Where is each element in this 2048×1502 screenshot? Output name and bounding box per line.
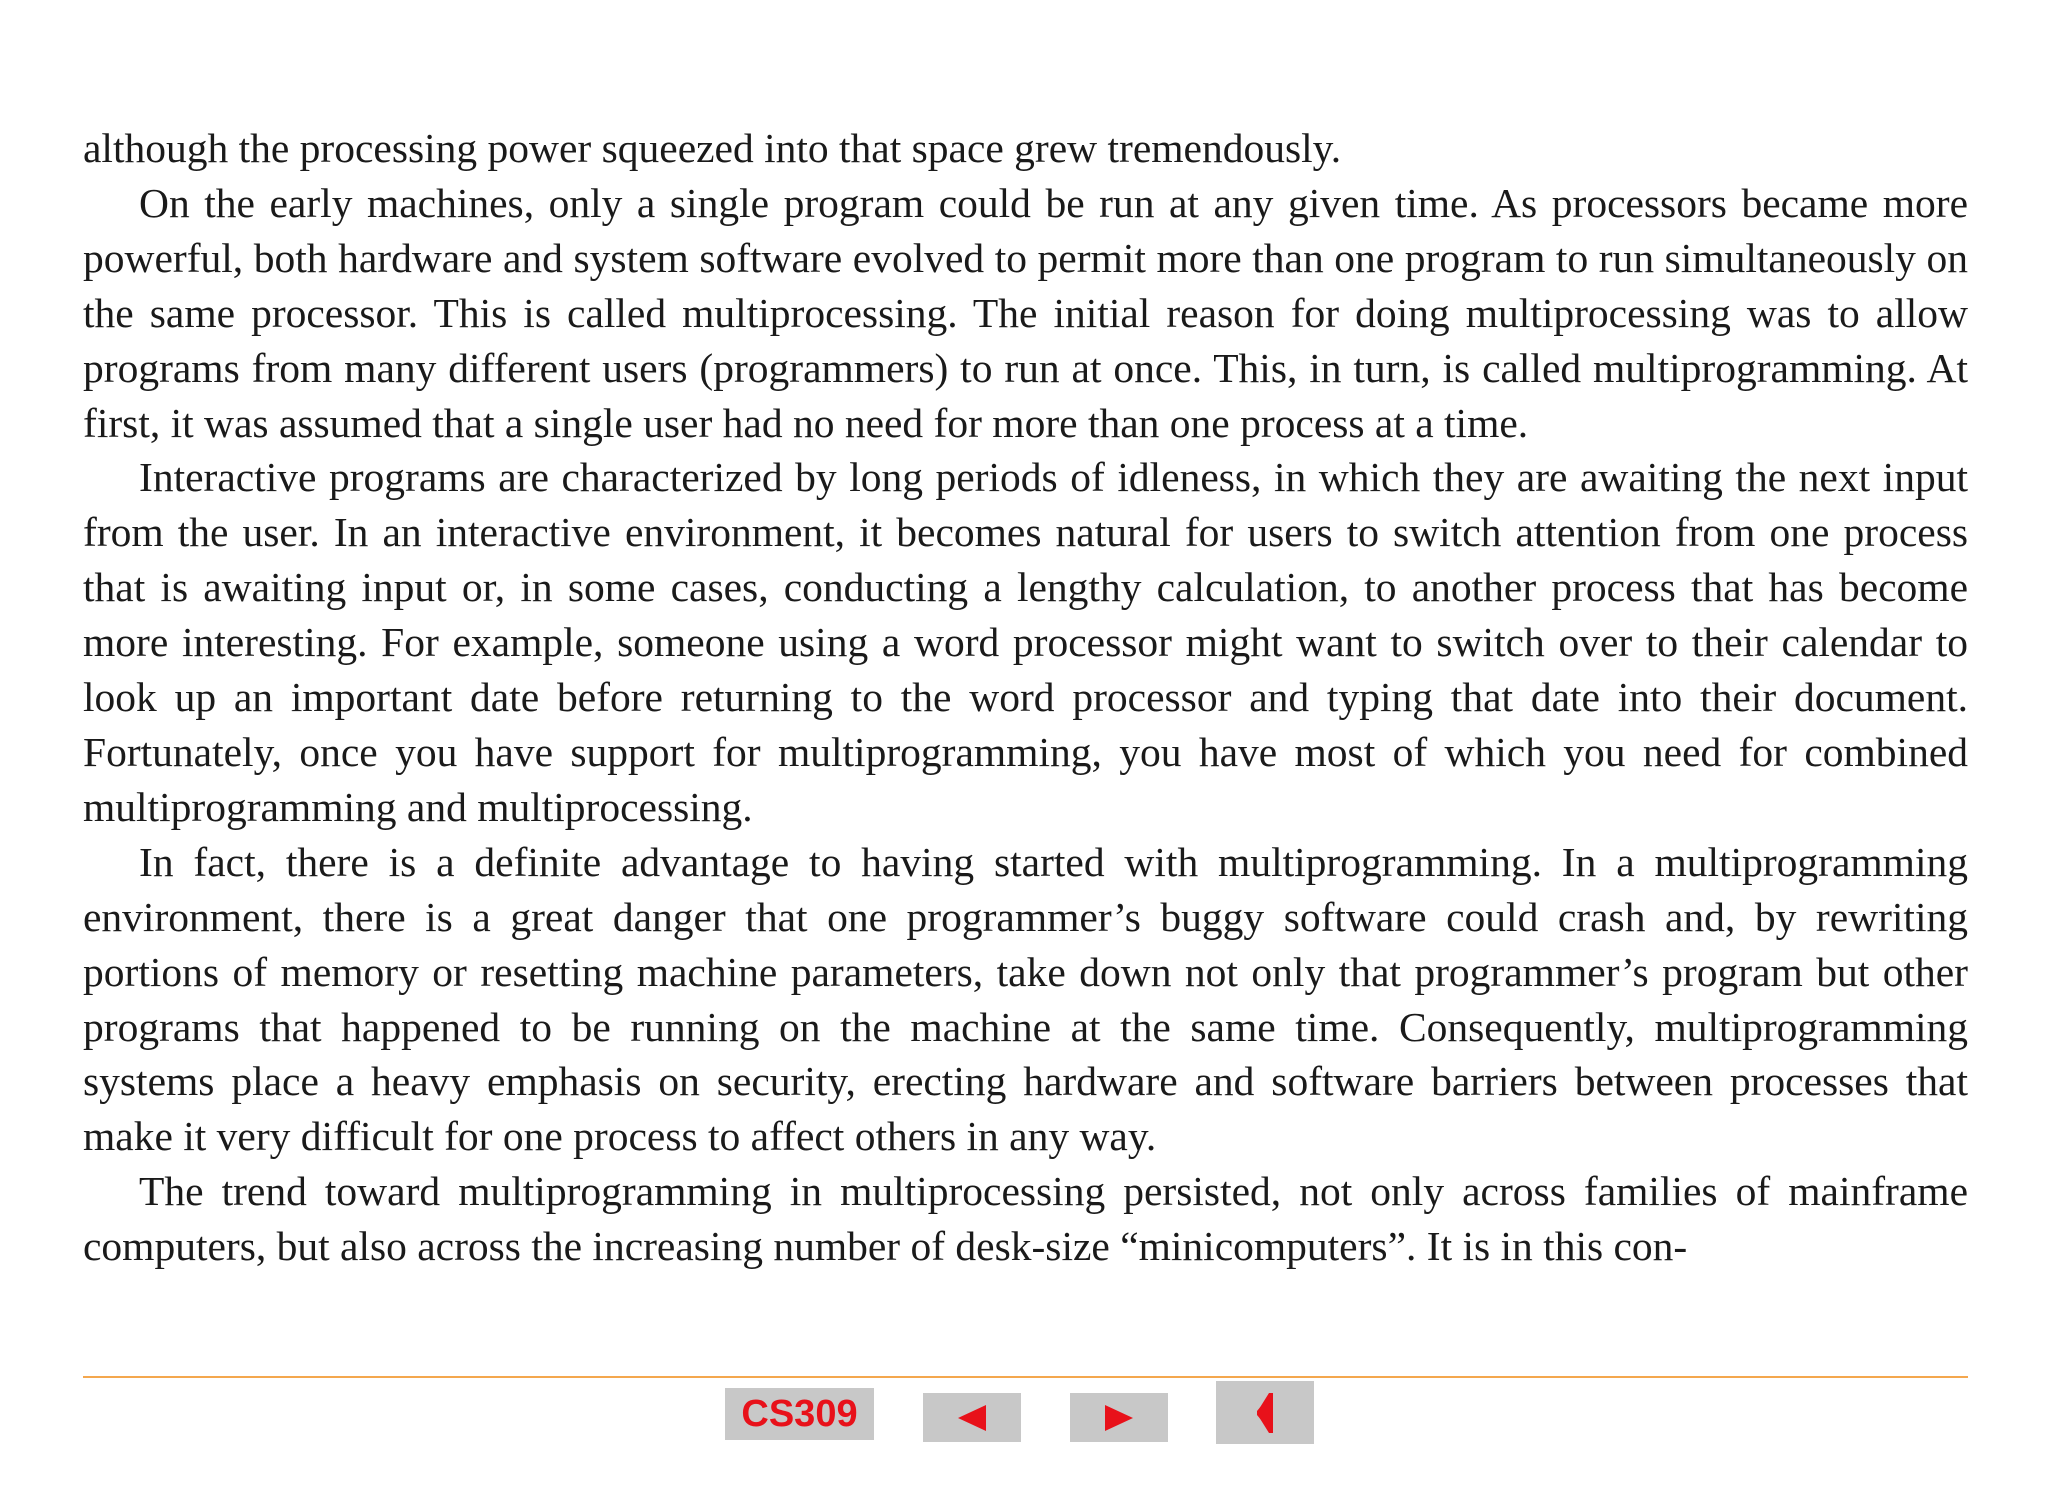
course-home-label: CS309 <box>741 1392 858 1435</box>
paragraph-4: In fact, there is a definite advantage to having started with multiprogramming. In a multiprogramming environment, there is a great danger that one programmer’s buggy software could crash and, by rewriting portions of memory or resetting machine parameters, take down not only that programmer’s program but other programs that happened to be running on the machine at the same time. Consequently, multiprogramming systems place a heavy emphasis on security, erecting hardware and software barriers between processes that make it very difficult for one process to affect others in any way. <box>83 838 1968 1160</box>
previous-page-button[interactable] <box>923 1393 1021 1442</box>
page-body <box>83 121 1968 1274</box>
paragraph-5: The trend toward multiprogramming in multiprocessing persisted, not only across families of mainframe computers, but also across the increasing number of desk-size “minicomputers”. It is in this con- <box>83 1168 1968 1270</box>
course-home-button[interactable] <box>725 1388 874 1440</box>
back-arrow-icon <box>1253 1391 1277 1435</box>
right-triangle-icon <box>1103 1403 1135 1433</box>
footer-divider <box>83 1376 1968 1378</box>
go-back-button[interactable] <box>1216 1381 1314 1444</box>
paragraph-1: although the processing power squeezed into that space grew tremendously. <box>83 125 1342 171</box>
left-triangle-icon <box>956 1403 988 1433</box>
next-page-button[interactable] <box>1070 1393 1168 1442</box>
paragraph-2: On the early machines, only a single program could be run at any given time. As processors became more powerful, both hardware and system software evolved to permit more than one program to run simultaneously on the same processor. This is called multiprocessing. The initial reason for doing multiprocessing was to allow programs from many different users (programmers) to run at once. This, in turn, is called multiprogramming. At first, it was assumed that a single user had no need for more than one process at a time. <box>83 179 1968 446</box>
paragraph-3: Interactive programs are characterized by long periods of idleness, in which they are awaiting the next input from the user. In an interactive environment, it becomes natural for users to switch attention from one process that is awaiting input or, in some cases, conducting a lengthy calculation, to another process that has become more interesting. For example, someone using a word processor might want to switch over to their calendar to look up an important date before returning to the word processor and typing that date into their document. Fortunately, once you have support for multiprogramming, you have most of which you need for combined multiprogramming and multiprocessing. <box>83 454 1968 830</box>
